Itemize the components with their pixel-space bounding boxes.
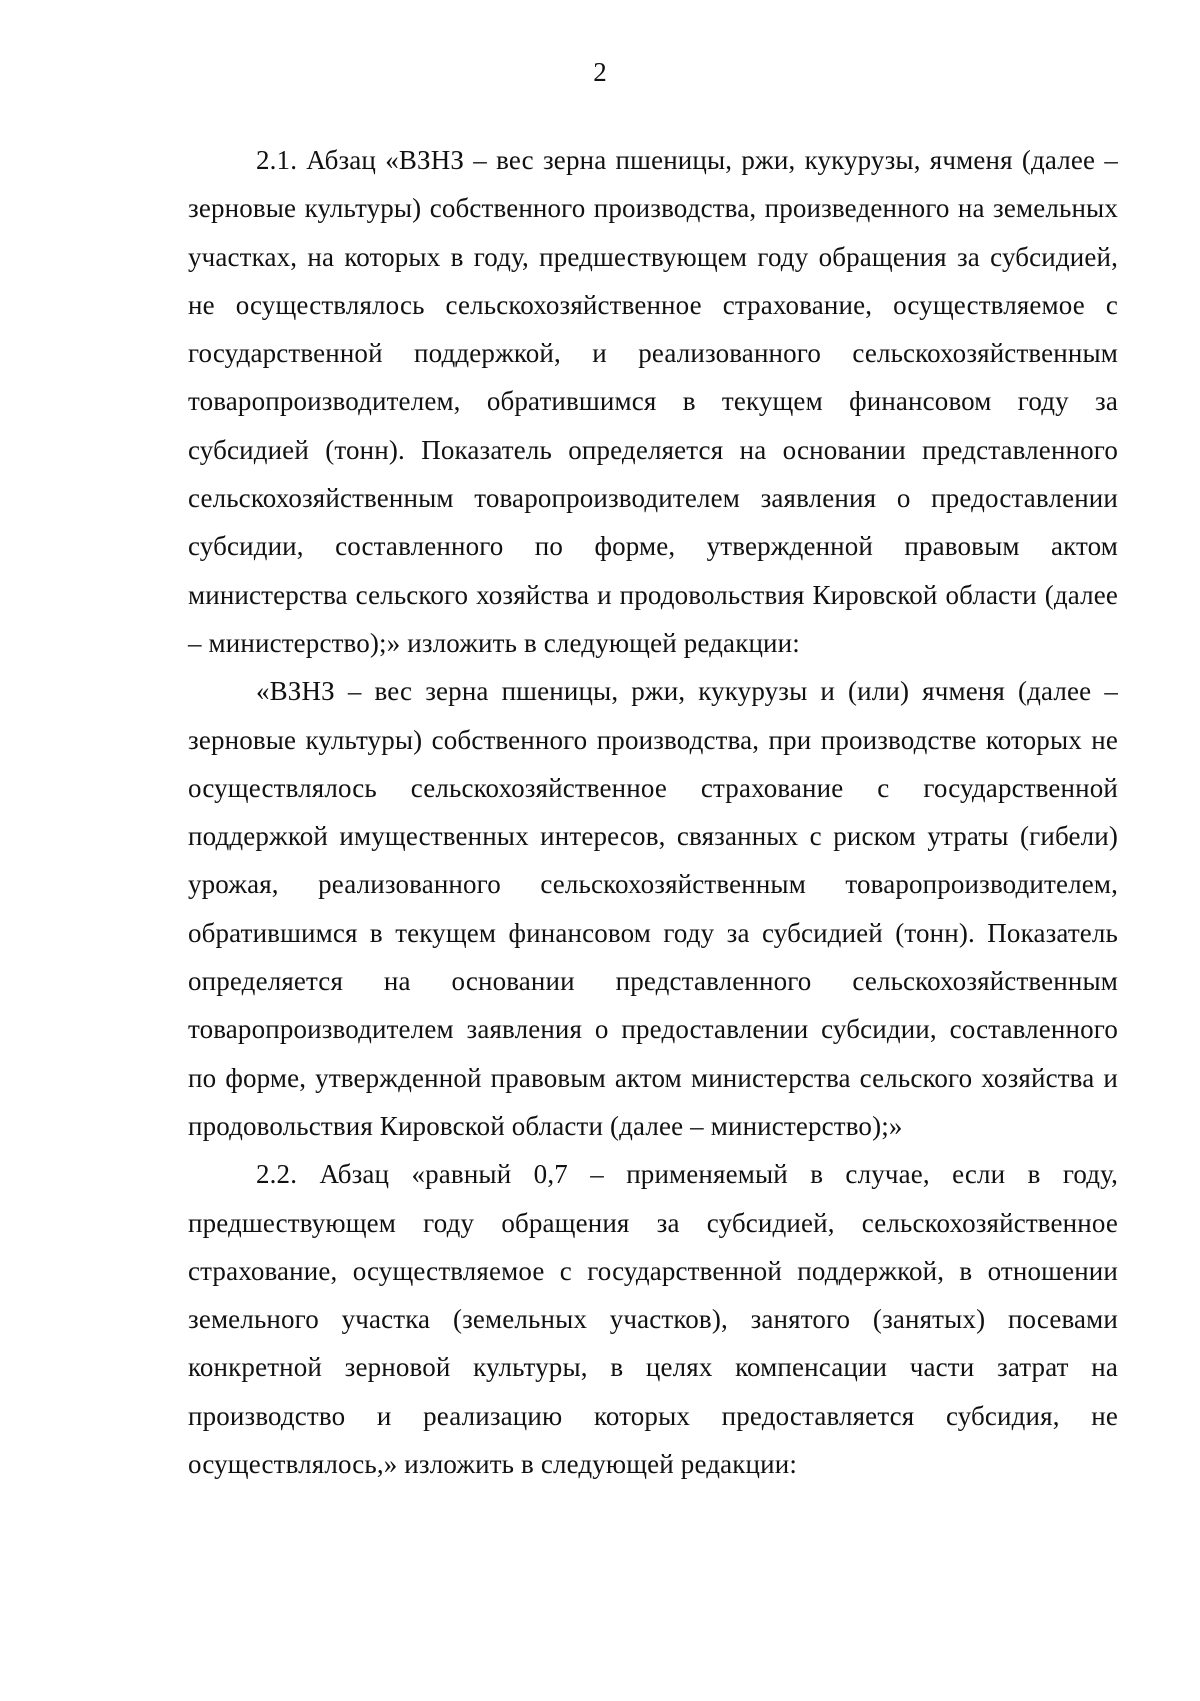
paragraph-2-2: 2.2. Абзац «равный 0,7 – применяемый в случае, если в году, предшествующем году обращения за субсидией, сельскохозяйственное страхование, осуществляемое с государственной поддержкой, в отношении земельного участка (земельных участков), занятого (занятых) посевами конкретной зерновой культуры, в целях компенсации части затрат на производство и реализацию которых предоставляется субсидия, не осуществлялось,» изложить в следующей редакции: bbox=[188, 1159, 1118, 1480]
paragraph-2-1: 2.1. Абзац «ВЗНЗ – вес зерна пшеницы, ржи, кукурузы, ячменя (далее – зерновые культуры) собственного производства, произведенного на земельных участках, на которых в году, предшествующем году обращения за субсидией, не осуществлялось сельскохозяйственное страхование, осуществляемое с государственной поддержкой, и реализованного сельскохозяйственным товаропроизводителем, обратившимся в текущем финансовом году за субсидией (тонн). Показатель определяется на основании представленного сельскохозяйственным товаропроизводителем заявления о предоставлении субсидии, составленного по форме, утвержденной правовым актом министерства сельского хозяйства и продовольствия Кировской области (далее – министерство);» изложить в следующей редакции: bbox=[188, 145, 1118, 658]
paragraph-new-wording-vznz: «ВЗНЗ – вес зерна пшеницы, ржи, кукурузы и (или) ячменя (далее – зерновые культуры) собственного производства, при производстве которых не осуществлялось сельскохозяйственное страхование с государственной поддержкой имущественных интересов, связанных с риском утраты (гибели) урожая, реализованного сельскохозяйственным товаропроизводителем, обратившимся в текущем финансовом году за субсидией (тонн). Показатель определяется на основании представленного сельскохозяйственным товаропроизводителем заявления о предоставлении субсидии, составленного по форме, утвержденной правовым актом министерства сельского хозяйства и продовольствия Кировской области (далее – министерство);» bbox=[188, 676, 1118, 1141]
page-number: 2 bbox=[593, 57, 607, 87]
document-body bbox=[188, 136, 1118, 1488]
